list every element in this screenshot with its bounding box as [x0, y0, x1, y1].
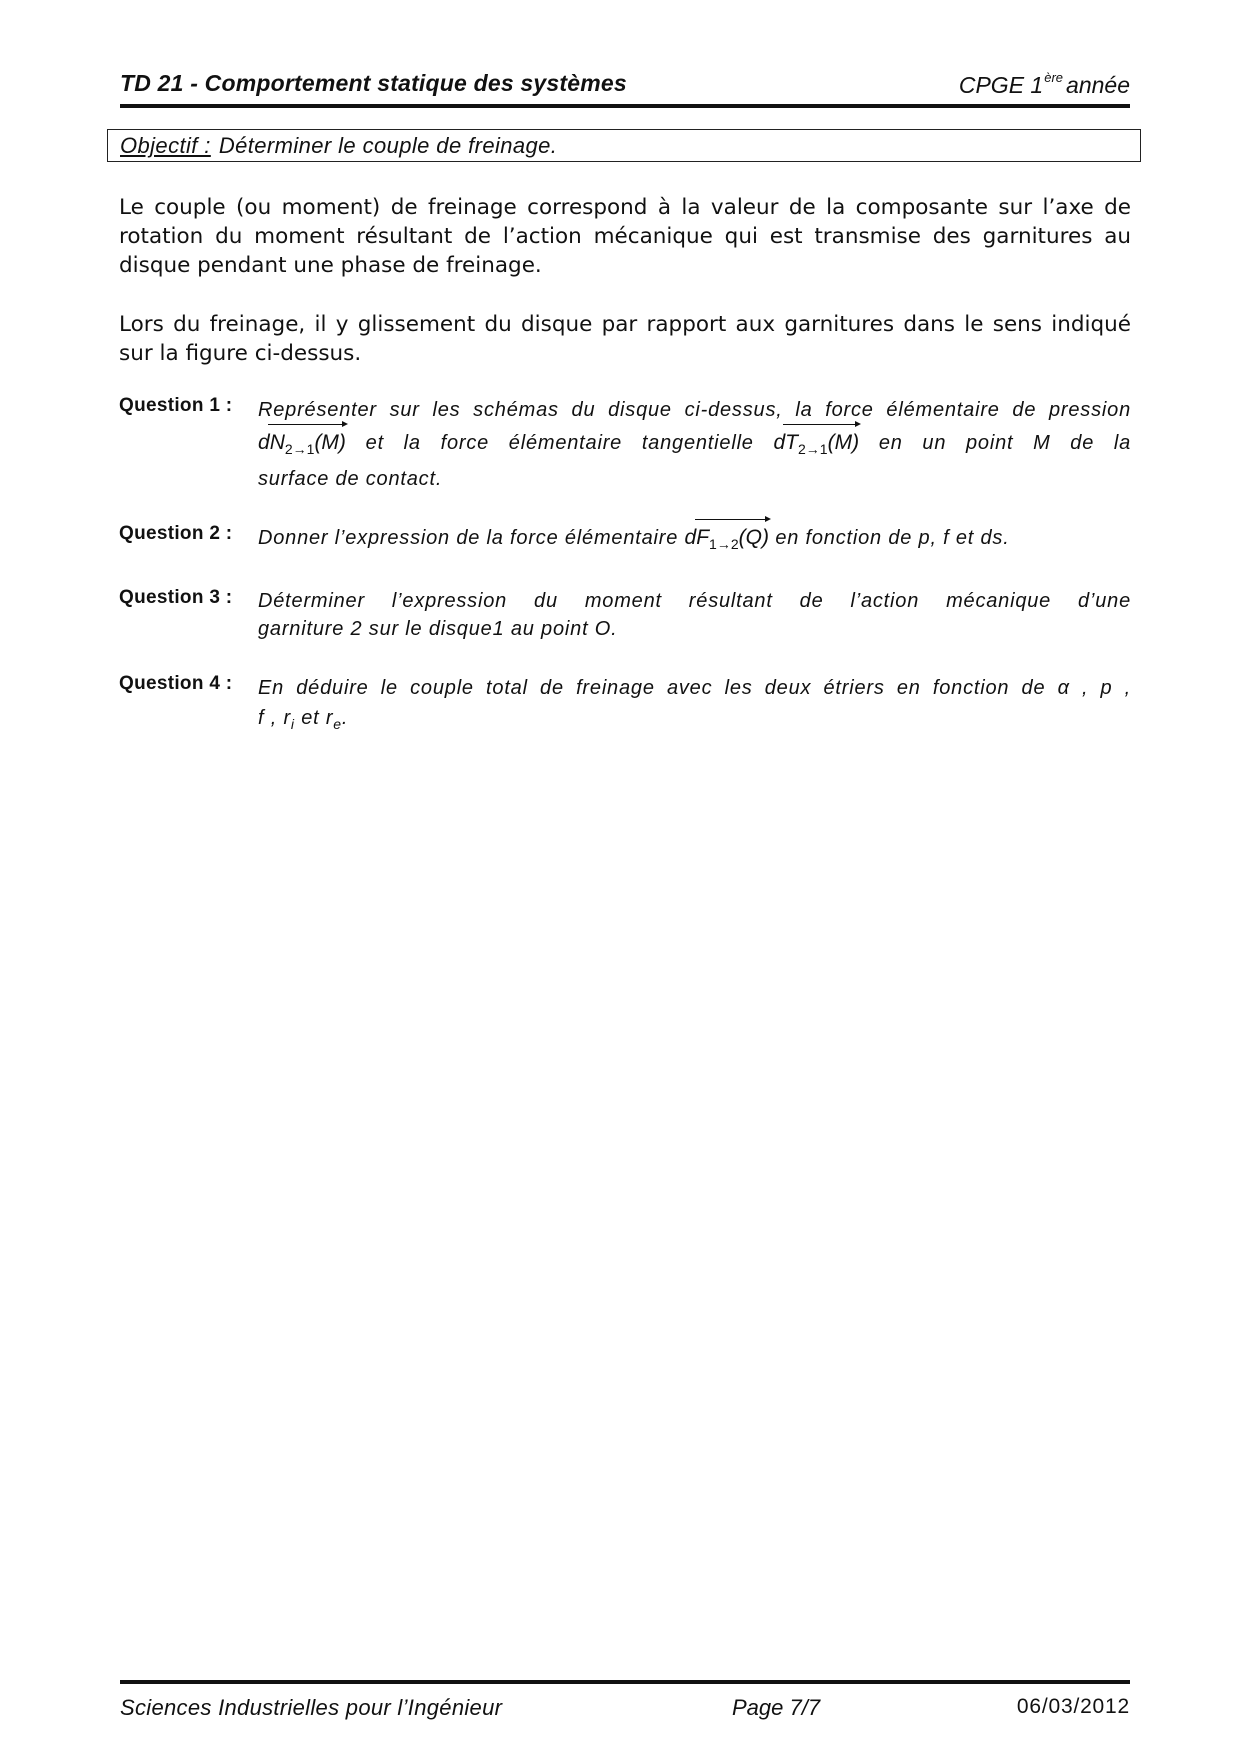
- question-line: surface de contact.: [258, 468, 443, 490]
- symbol-re: $r_e$: [325, 707, 342, 732]
- symbol-ri: $r_i$: [283, 707, 295, 732]
- question-line: En déduire le couple total de freinage avec les deux étriers en fonction de α , p ,: [258, 677, 1131, 699]
- sliding-paragraph: Lors du freinage, il y glissement du disque par rapport aux garnitures dans le sens indiqué sur la figure ci-dessus.: [119, 312, 1131, 366]
- objective-box: [107, 129, 1141, 162]
- intro-paragraph: Le couple (ou moment) de freinage correspond à la valeur de la composante sur l’axe de rotation du moment résultant de l’action mécanique qui est transmise des garnitures au disque pendant une phase de freinage.: [119, 195, 1131, 278]
- footer-date: 06/03/2012: [1016, 1695, 1130, 1718]
- vector-dT: $dT_{2\to 1}(M)$: [773, 428, 859, 464]
- vector-dN: $dN_{2\to 1}(M)$: [258, 428, 346, 464]
- question-body: [258, 587, 1131, 643]
- header-rule: [120, 104, 1130, 108]
- question-label: Question 3 :: [119, 587, 233, 608]
- page-header: [120, 66, 1130, 106]
- footer-rule: [120, 1680, 1130, 1684]
- page-footer: [120, 1695, 1130, 1725]
- footer-subject: Sciences Industrielles pour l’Ingénieur: [120, 1695, 503, 1720]
- question-line: $dN_{2\to 1}(M)$ et la force élémentaire tangentielle $dT_{2\to 1}(M)$ en un point M de la: [258, 425, 1131, 464]
- question-body: [258, 673, 1131, 739]
- page-number: Page 7/7: [732, 1695, 821, 1720]
- header-title: TD 21 - Comportement statique des systèmes: [120, 70, 627, 96]
- header-level: CPGE 1ère année: [958, 70, 1130, 98]
- objective-label: Objectif :: [120, 133, 211, 158]
- question-line: Représenter sur les schémas du disque ci-dessus, la force élémentaire de pression: [258, 399, 1131, 421]
- vector-dF: $dF_{1\to 2}(Q)$: [685, 523, 769, 559]
- question-label: Question 2 :: [119, 523, 233, 544]
- objective-text: Déterminer le couple de freinage.: [218, 133, 558, 158]
- question-body: Donner l’expression de la force élémentaire $dF_{1\to 2}(Q)$ en fonction de p, f et ds.: [258, 523, 1131, 559]
- question-line: Déterminer l’expression du moment résultant de l’action mécanique d’une: [258, 590, 1131, 612]
- question-label: Question 4 :: [119, 673, 233, 694]
- question-body: [258, 395, 1131, 494]
- question-line: garniture 2 sur le disque1 au point O.: [258, 618, 618, 640]
- question-label: Question 1 :: [119, 395, 233, 416]
- question-line: f , $r_i$ et $r_e$.: [258, 707, 349, 732]
